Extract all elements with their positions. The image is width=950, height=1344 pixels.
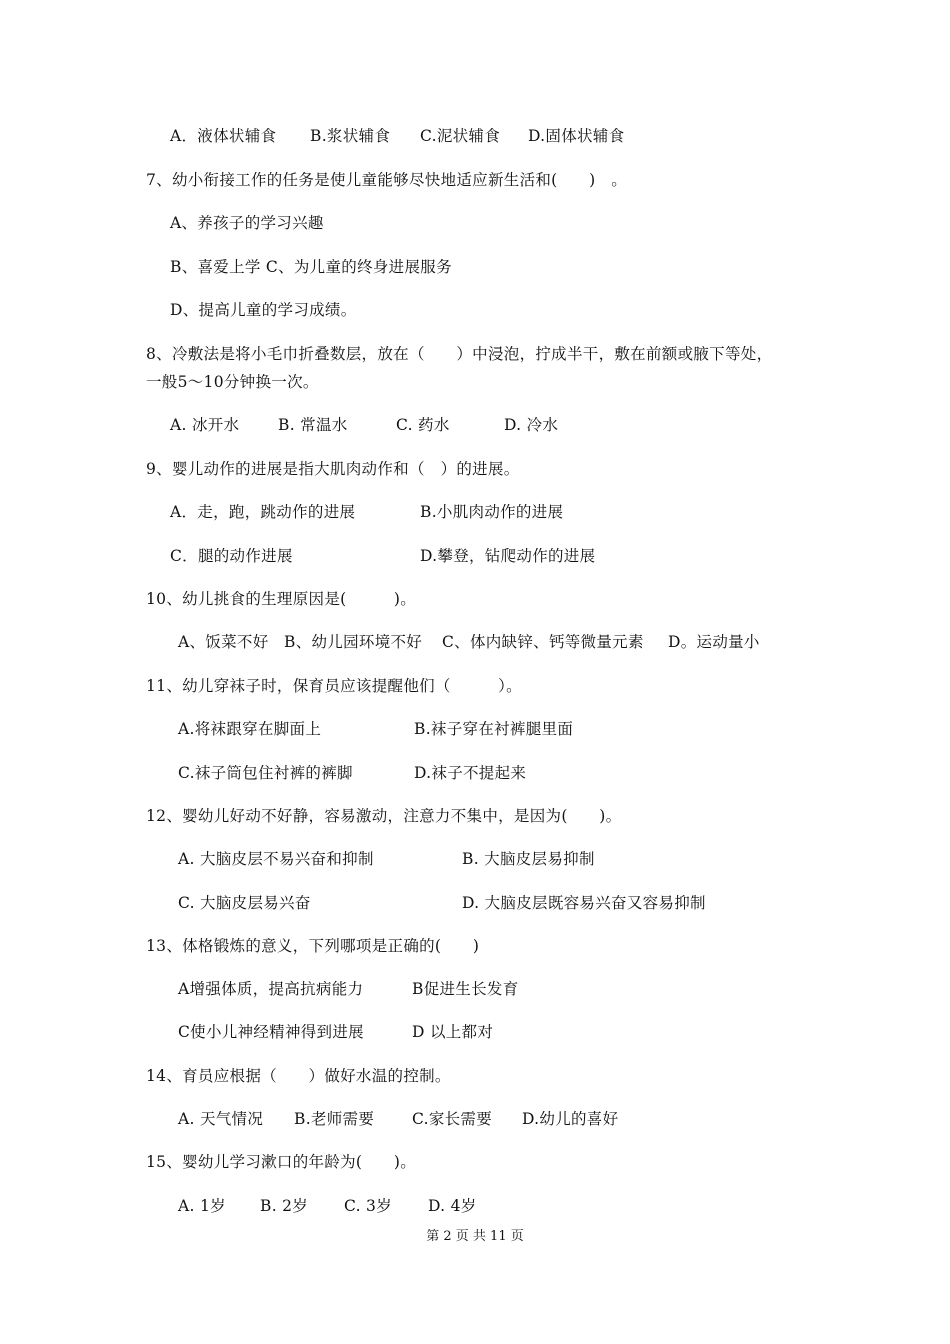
q14-option-b: B.老师需要: [294, 1110, 375, 1128]
q8-option-c: C. 药水: [396, 416, 450, 434]
q9-option-d: D.攀登，钻爬动作的进展: [420, 547, 596, 565]
q11-stem: 11、幼儿穿袜子时，保育员应该提醒他们（ ）。: [146, 677, 522, 695]
q10-option-a: A、饭菜不好: [178, 633, 269, 651]
q11-option-c: C.袜子筒包住衬裤的裤脚: [178, 764, 353, 782]
q13-option-d: D 以上都对: [412, 1023, 494, 1041]
q13-option-a: A增强体质，提高抗病能力: [178, 980, 364, 998]
q13-option-b: B促进生长发育: [412, 980, 519, 998]
q12-option-d: D. 大脑皮层既容易兴奋又容易抑制: [462, 894, 706, 912]
q13-stem: 13、体格锻炼的意义，下列哪项是正确的( ): [146, 937, 480, 955]
q15-option-d: D. 4岁: [428, 1197, 477, 1215]
q10-option-b: B、幼儿园环境不好: [284, 633, 423, 651]
q7-option-a: A、养孩子的学习兴趣: [170, 214, 324, 232]
q9-stem: 9、婴儿动作的进展是指大肌肉动作和（ ）的进展。: [146, 460, 520, 478]
q8-option-b: B. 常温水: [278, 416, 348, 434]
q13-option-c: C使小儿神经精神得到进展: [178, 1023, 364, 1041]
q10-option-c: C、体内缺锌、钙等微量元素: [442, 633, 644, 651]
q12-option-b: B. 大脑皮层易抑制: [462, 850, 595, 868]
q10-option-d: D。运动量小: [668, 633, 760, 651]
q15-option-c: C. 3岁: [344, 1197, 393, 1215]
q8-stem-line1: 8、冷敷法是将小毛巾折叠数层，放在（ ）中浸泡，拧成半干，敷在前额或腋下等处，: [146, 345, 773, 363]
q8-stem-line2: 一般5～10分钟换一次。: [146, 373, 319, 391]
q14-option-d: D.幼儿的喜好: [522, 1110, 619, 1128]
q12-option-a: A. 大脑皮层不易兴奋和抑制: [178, 850, 374, 868]
q15-stem: 15、婴幼儿学习漱口的年龄为( )。: [146, 1153, 417, 1171]
page-number-footer: 第 2 页 共 11 页: [426, 1229, 524, 1244]
q15-option-a: A. 1岁: [178, 1197, 226, 1215]
q14-option-c: C.家长需要: [412, 1110, 493, 1128]
q9-option-a: A．走，跑，跳动作的进展: [170, 503, 356, 521]
q7-option-d: D、提高儿童的学习成绩。: [170, 301, 357, 319]
q9-option-b: B.小肌肉动作的进展: [420, 503, 564, 521]
q12-option-c: C. 大脑皮层易兴奋: [178, 894, 311, 912]
q15-option-b: B. 2岁: [260, 1197, 309, 1215]
q7-option-bc: B、喜爱上学 C、为儿童的终身进展服务: [170, 258, 452, 276]
q6-option-a: A．液体状辅食: [170, 127, 277, 145]
q11-option-b: B.袜子穿在衬裤腿里面: [414, 720, 574, 738]
q12-stem: 12、婴幼儿好动不好静，容易激动，注意力不集中，是因为( )。: [146, 807, 622, 825]
q9-option-c: C．腿的动作进展: [170, 547, 293, 565]
q6-option-d: D.固体状辅食: [528, 127, 625, 145]
q10-stem: 10、幼儿挑食的生理原因是( )。: [146, 590, 417, 608]
q7-stem: 7、幼小衔接工作的任务是使儿童能够尽快地适应新生活和( ) 。: [146, 171, 628, 189]
q6-option-c: C.泥状辅食: [420, 127, 501, 145]
q8-option-d: D. 冷水: [504, 416, 559, 434]
q14-option-a: A. 天气情况: [178, 1110, 264, 1128]
q11-option-d: D.袜子不提起来: [414, 764, 527, 782]
q14-stem: 14、育员应根据（ ）做好水温的控制。: [146, 1067, 451, 1085]
q6-option-b: B.浆状辅食: [310, 127, 391, 145]
q11-option-a: A.将袜跟穿在脚面上: [178, 720, 322, 738]
q8-option-a: A. 冰开水: [170, 416, 240, 434]
